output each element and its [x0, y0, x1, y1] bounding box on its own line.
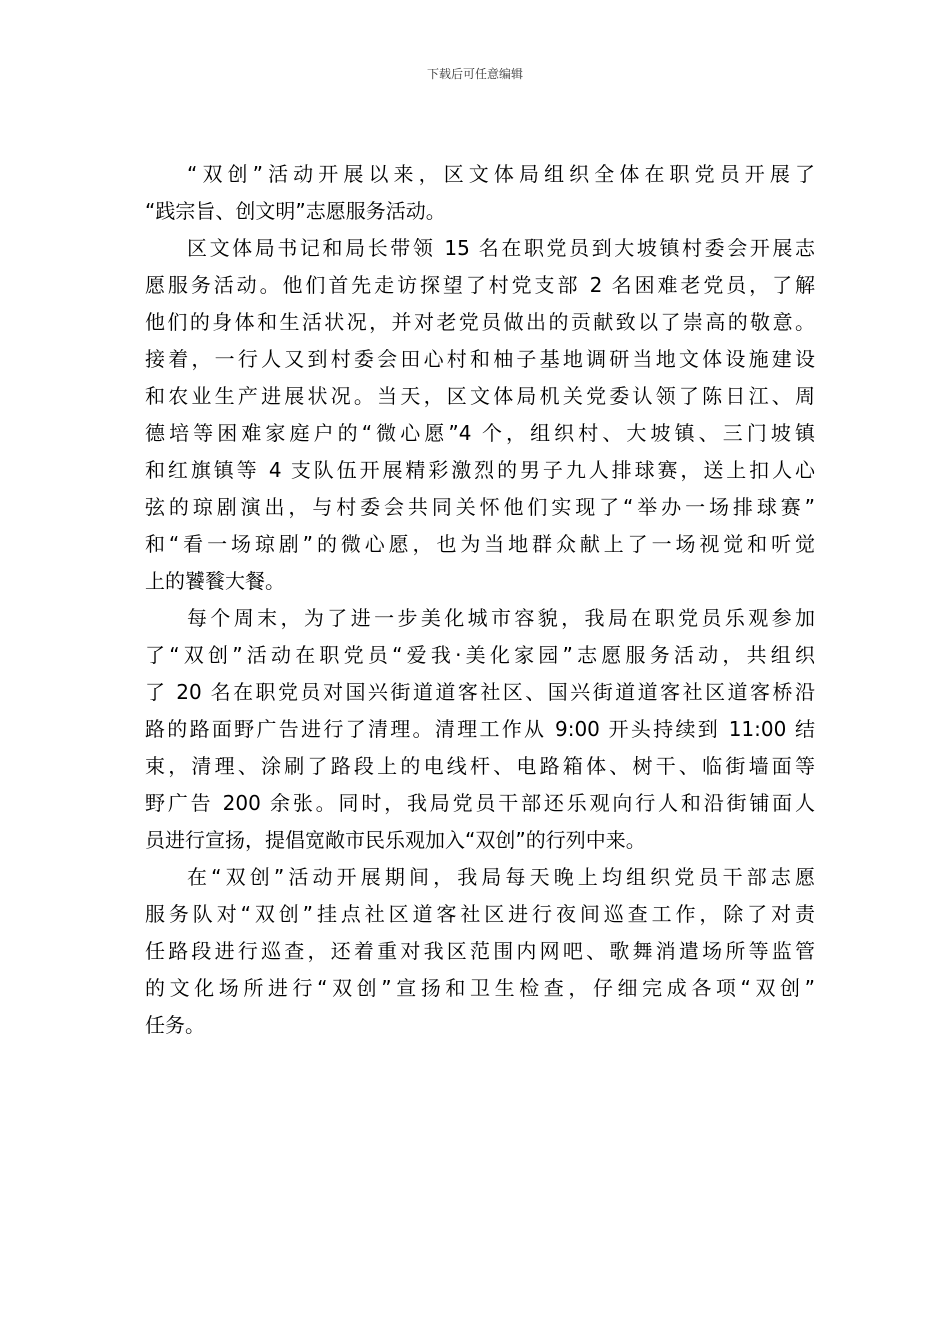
paragraph-line: 他们的身体和生活状况，并对老党员做出的贡献致以了崇高的敬意。	[145, 310, 815, 334]
paragraph-line: 和“看一场琼剧”的微心愿，也为当地群众献上了一场视觉和听觉	[145, 532, 815, 556]
paragraph-line: 区文体局书记和局长带领 15 名在职党员到大坡镇村委会开展志	[187, 236, 815, 260]
paragraph-line: 束，清理、涂刷了路段上的电线杆、电路箱体、树干、临街墙面等	[145, 754, 815, 778]
paragraph-line: 和农业生产进展状况。当天，区文体局机关党委认领了陈日江、周	[145, 384, 815, 408]
paragraph-line: 德培等困难家庭户的“微心愿”4 个，组织村、大坡镇、三门坡镇	[145, 421, 815, 445]
paragraph-line: 弦的琼剧演出，与村委会共同关怀他们实现了“举办一场排球赛”	[145, 495, 815, 519]
paragraph-line: 员进行宣扬，提倡宽敞市民乐观加入“双创”的行列中来。	[145, 828, 646, 852]
paragraph-line: 每个周末，为了进一步美化城市容貌，我局在职党员乐观参加	[187, 606, 815, 630]
paragraph-line: 服务队对“双创”挂点社区道客社区进行夜间巡查工作，除了对责	[145, 902, 815, 926]
paragraph-line: 任务。	[145, 1013, 205, 1037]
paragraph-4	[145, 859, 815, 1044]
paragraph-line: 接着，一行人又到村委会田心村和柚子基地调研当地文体设施建设	[145, 347, 815, 371]
paragraph-line: 路的路面野广告进行了清理。清理工作从 9:00 开头持续到 11:00 结	[145, 717, 815, 741]
page-header-note: 下载后可任意编辑	[426, 67, 523, 81]
paragraph-line: 在“双创”活动开展期间，我局每天晚上均组织党员干部志愿	[187, 865, 815, 889]
paragraph-line: “双创”活动开展以来，区文体局组织全体在职党员开展了	[187, 162, 815, 186]
paragraph-line: 上的饕餮大餐。	[145, 569, 285, 593]
paragraph-line: 了 20 名在职党员对国兴街道道客社区、国兴街道道客社区道客桥沿	[145, 680, 815, 704]
paragraph-3	[145, 600, 815, 859]
paragraph-line: “践宗旨、创文明”志愿服务活动。	[145, 199, 446, 223]
paragraph-line: 和红旗镇等 4 支队伍开展精彩激烈的男子九人排球赛，送上扣人心	[145, 458, 815, 482]
paragraph-line: 野广告 200 余张。同时，我局党员干部还乐观向行人和沿街铺面人	[145, 791, 815, 815]
paragraph-1	[145, 156, 815, 230]
document-body	[145, 156, 815, 1044]
paragraph-line: 了“双创”活动在职党员“爱我·美化家园”志愿服务活动，共组织	[145, 643, 815, 667]
paragraph-line: 的文化场所进行“双创”宣扬和卫生检查，仔细完成各项“双创”	[145, 976, 815, 1000]
paragraph-line: 任路段进行巡查，还着重对我区范围内网吧、歌舞消遣场所等监管	[145, 939, 815, 963]
paragraph-line: 愿服务活动。他们首先走访探望了村党支部 2 名困难老党员，了解	[145, 273, 815, 297]
paragraph-2	[145, 230, 815, 600]
